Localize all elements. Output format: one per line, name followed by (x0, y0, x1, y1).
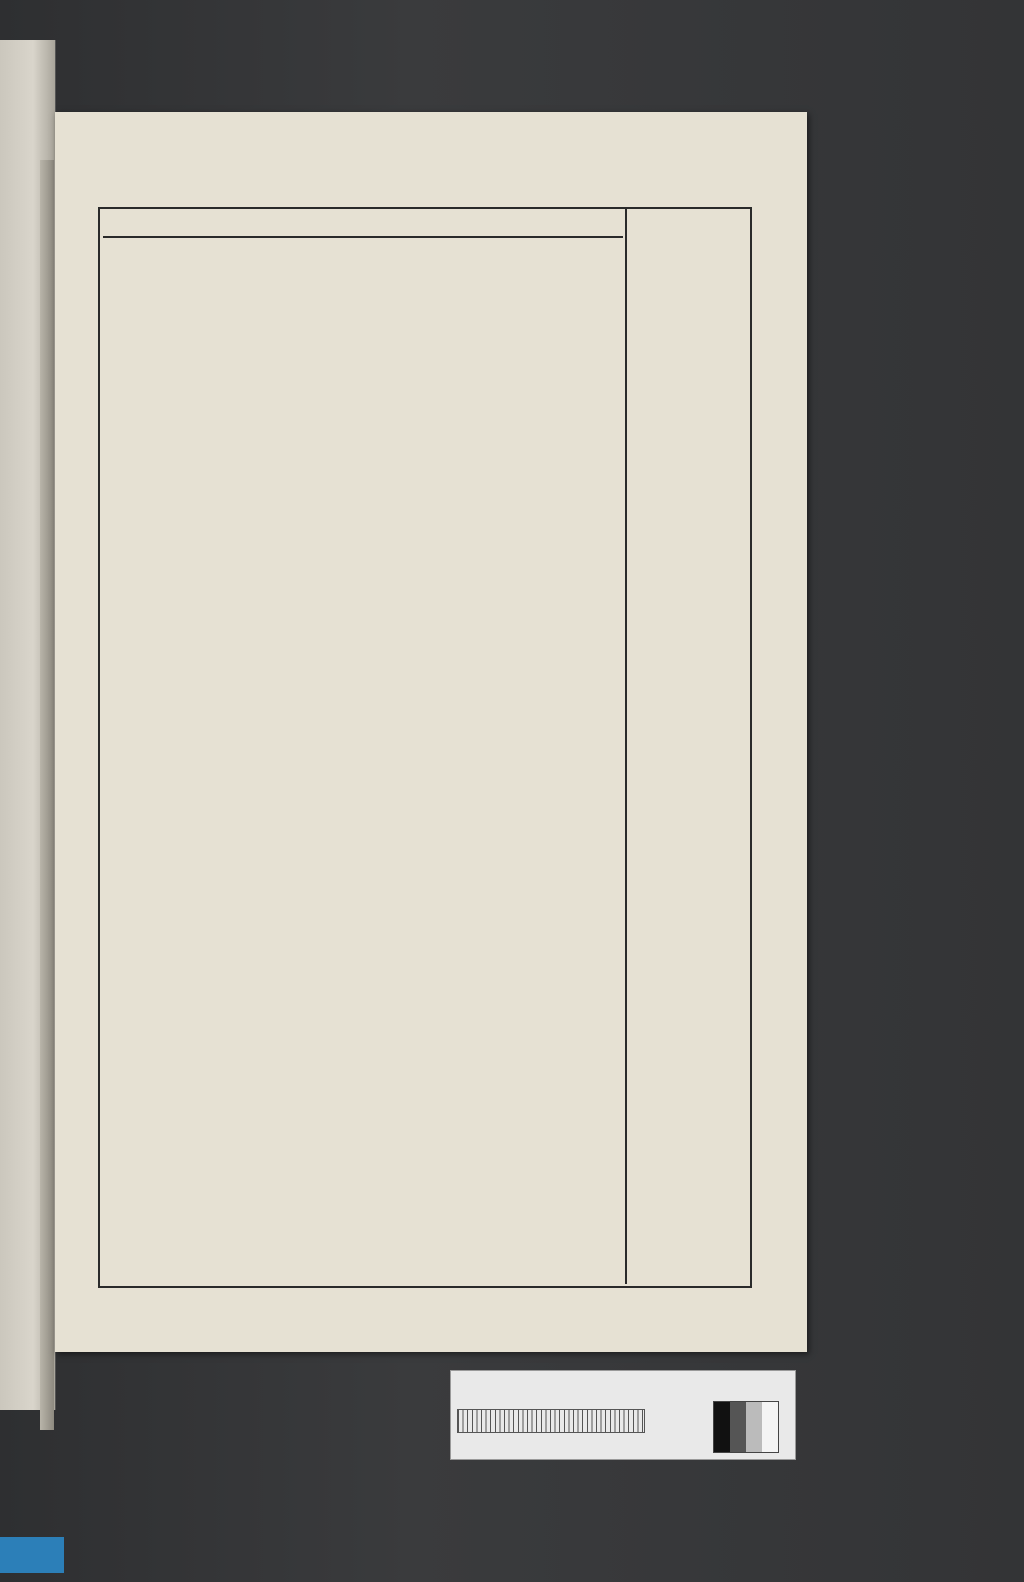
color-calibration-card (450, 1370, 796, 1460)
drop-initial (107, 622, 161, 680)
gray-patch-dark (730, 1402, 746, 1452)
scale-ruler (457, 1405, 643, 1455)
scanned-page (55, 112, 807, 1352)
gray-patch-black (714, 1402, 730, 1452)
ruler-ticks (457, 1409, 645, 1433)
gray-patch-light (746, 1402, 762, 1452)
margin-rule (625, 207, 627, 1284)
page-fold (40, 160, 54, 1430)
gray-patch-white (762, 1402, 778, 1452)
gray-patches (713, 1401, 779, 1453)
text-frame (98, 207, 752, 1288)
running-head (103, 210, 623, 238)
left-page-edge (0, 40, 56, 1410)
dfg-logo (0, 1537, 64, 1573)
